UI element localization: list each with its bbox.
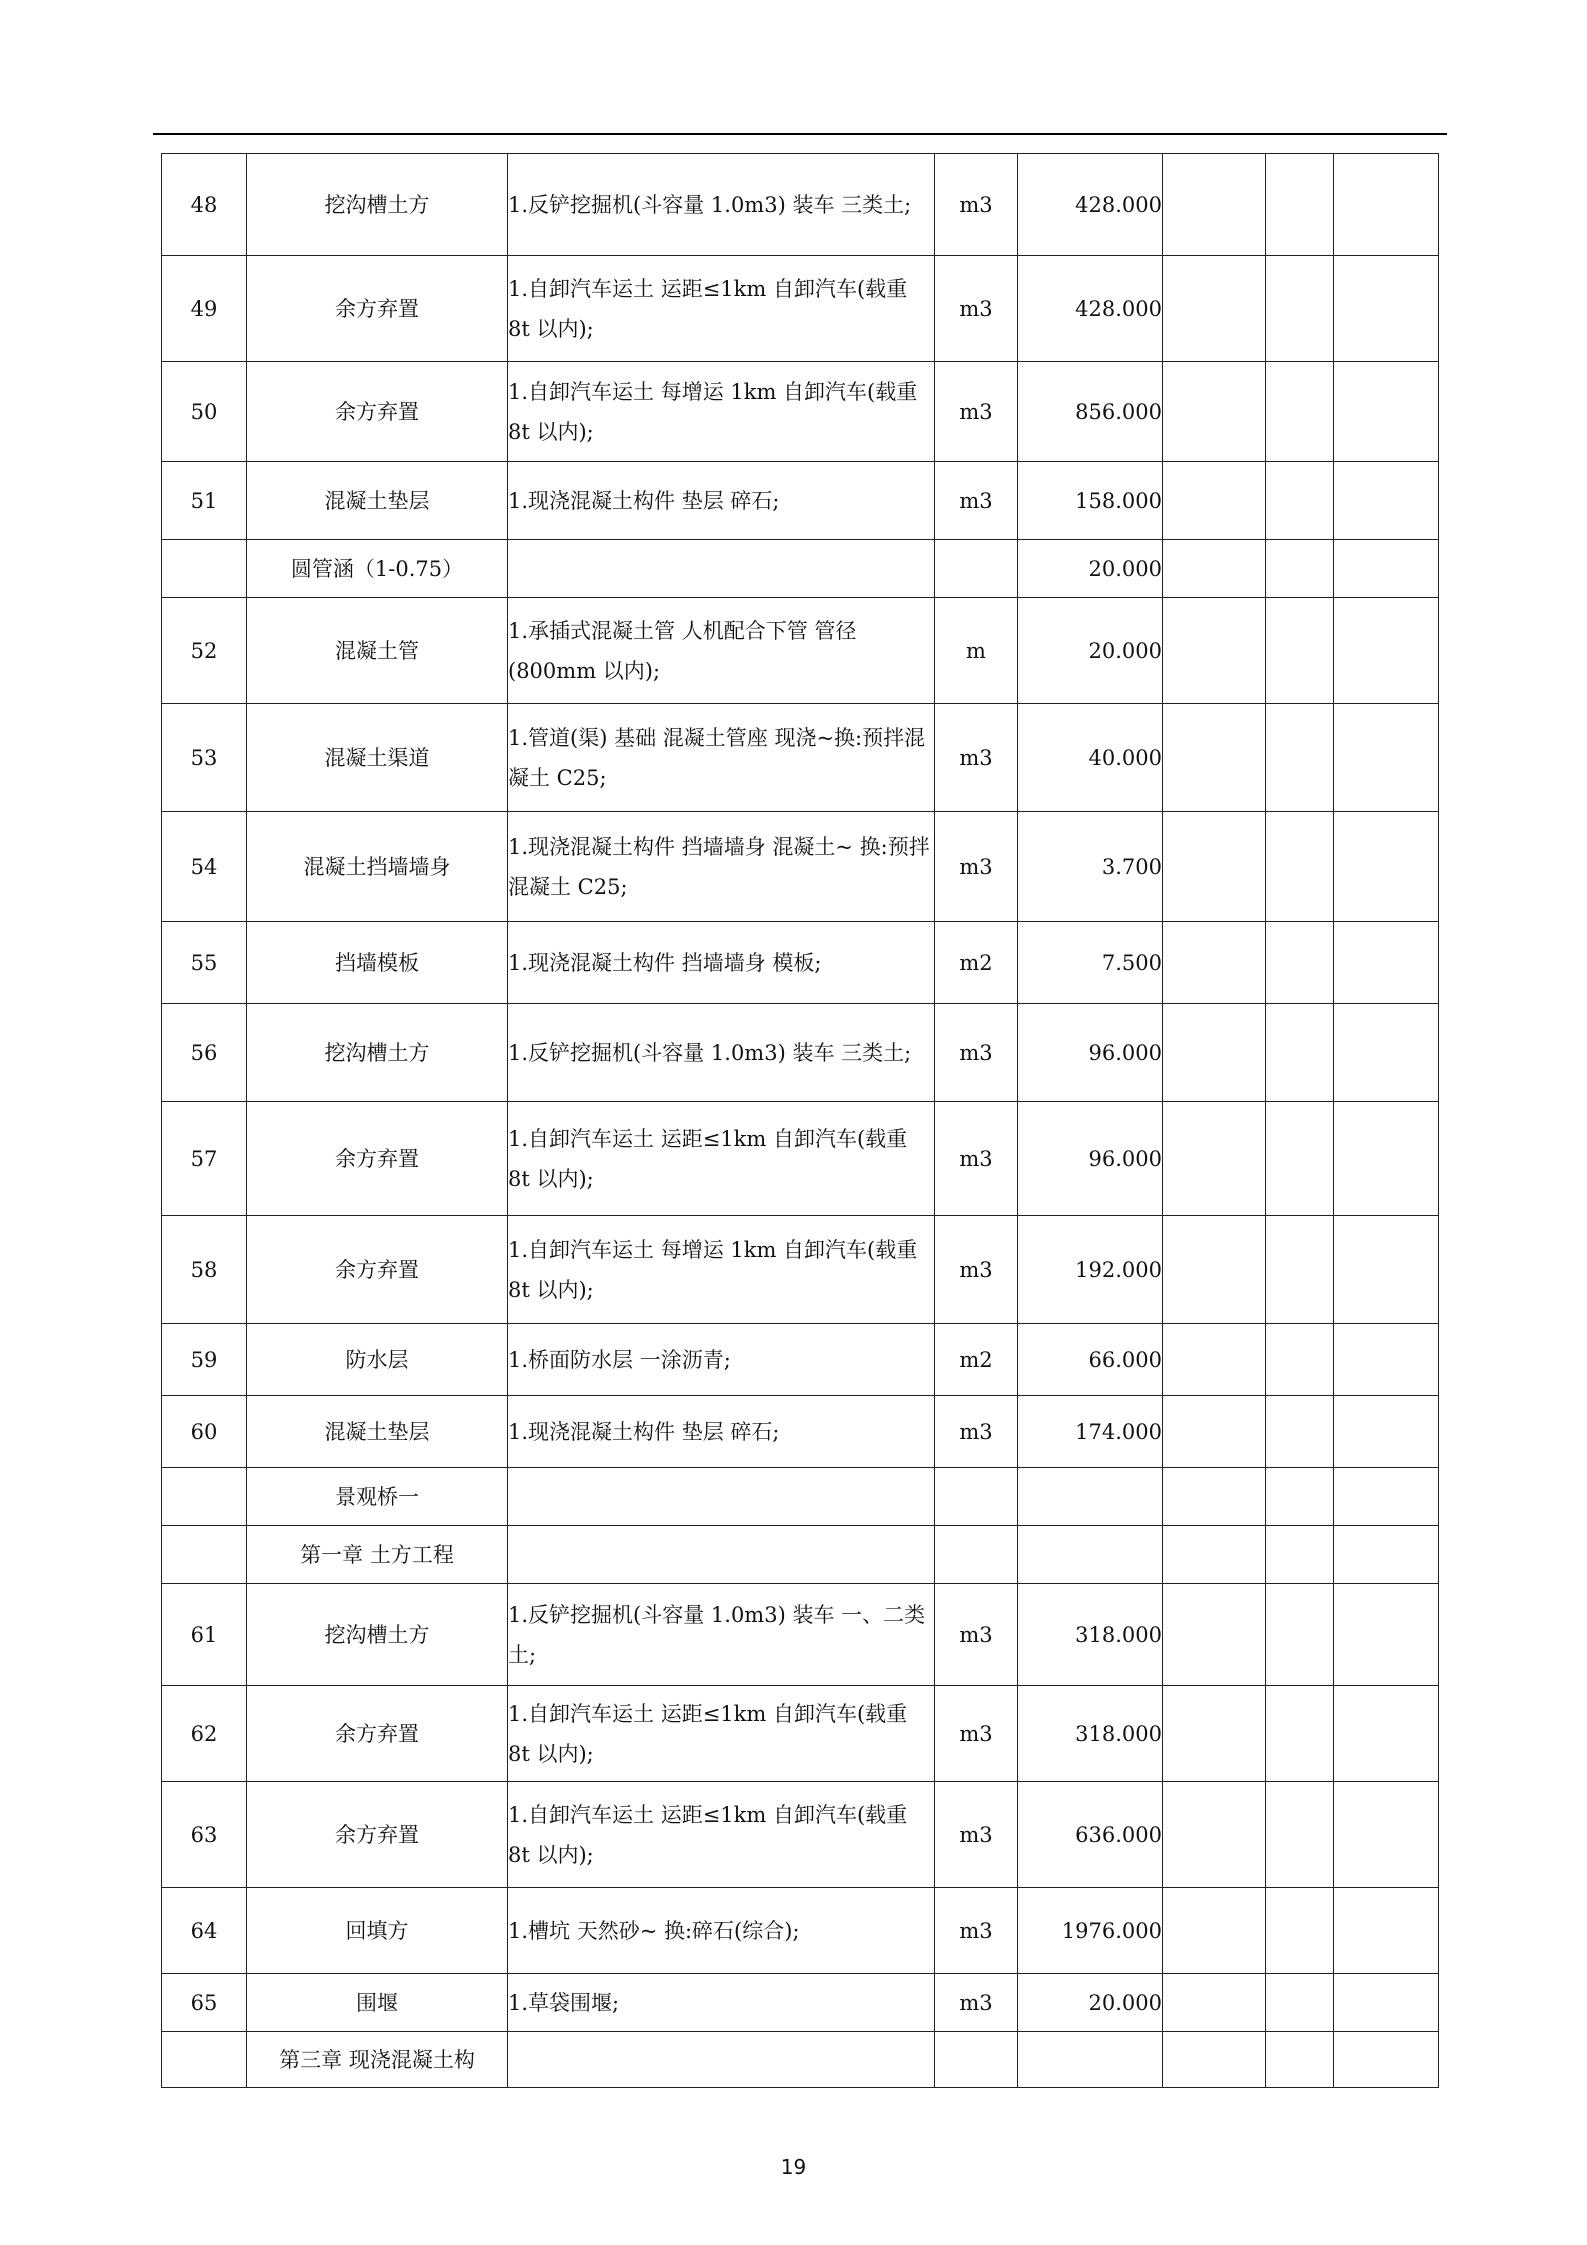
empty-cell [1163,1584,1266,1686]
item-name: 回填方 [247,1888,508,1974]
item-name: 余方弃置 [247,1782,508,1888]
empty-cell [1266,1468,1334,1526]
item-quantity: 192.000 [1018,1216,1163,1324]
table-row [162,704,1439,812]
empty-cell [1163,1396,1266,1468]
item-description: 1.现浇混凝土构件 垫层 碎石; [508,462,935,540]
item-name: 混凝土垫层 [247,1396,508,1468]
item-description: 1.反铲挖掘机(斗容量 1.0m3) 装车 三类土; [508,1004,935,1102]
row-number: 50 [162,362,247,462]
empty-cell [1163,1686,1266,1782]
item-unit: m3 [935,704,1018,812]
row-number [162,1526,247,1584]
item-description: 1.草袋围堰; [508,1974,935,2032]
item-name: 景观桥一 [247,1468,508,1526]
table-row [162,1974,1439,2032]
empty-cell [1334,1324,1439,1396]
empty-cell [1334,362,1439,462]
empty-cell [1334,462,1439,540]
item-description: 1.自卸汽车运土 运距≤1km 自卸汽车(载重 8t 以内); [508,1686,935,1782]
item-unit: m3 [935,1216,1018,1324]
item-name: 第三章 现浇混凝土构 [247,2032,508,2088]
row-number: 54 [162,812,247,922]
item-quantity [1018,2032,1163,2088]
item-unit: m3 [935,1396,1018,1468]
table-row [162,1468,1439,1526]
row-number: 64 [162,1888,247,1974]
row-number: 61 [162,1584,247,1686]
empty-cell [1163,540,1266,598]
empty-cell [1266,1974,1334,2032]
empty-cell [1334,2032,1439,2088]
empty-cell [1266,2032,1334,2088]
row-number [162,2032,247,2088]
item-name: 第一章 土方工程 [247,1526,508,1584]
item-description: 1.自卸汽车运土 运距≤1km 自卸汽车(载重 8t 以内); [508,1102,935,1216]
item-unit [935,2032,1018,2088]
empty-cell [1266,1782,1334,1888]
table-row [162,1324,1439,1396]
item-description: 1.自卸汽车运土 运距≤1km 自卸汽车(载重 8t 以内); [508,1782,935,1888]
row-number: 59 [162,1324,247,1396]
empty-cell [1266,1584,1334,1686]
row-number: 52 [162,598,247,704]
item-unit: m3 [935,462,1018,540]
row-number: 48 [162,154,247,256]
page-number: 19 [780,2155,807,2179]
item-description: 1.槽坑 天然砂~ 换:碎石(综合); [508,1888,935,1974]
item-name: 混凝土管 [247,598,508,704]
table-row [162,922,1439,1004]
empty-cell [1266,812,1334,922]
item-name: 挡墙模板 [247,922,508,1004]
empty-cell [1334,1396,1439,1468]
row-number: 55 [162,922,247,1004]
item-description: 1.自卸汽车运土 每增运 1km 自卸汽车(载重 8t 以内); [508,362,935,462]
row-number: 49 [162,256,247,362]
table-row [162,1686,1439,1782]
empty-cell [1163,598,1266,704]
item-description [508,1468,935,1526]
row-number [162,1468,247,1526]
table-row [162,1782,1439,1888]
item-description: 1.现浇混凝土构件 挡墙墙身 混凝土~ 换:预拌混凝土 C25; [508,812,935,922]
row-number: 65 [162,1974,247,2032]
item-name: 防水层 [247,1324,508,1396]
item-unit: m3 [935,1584,1018,1686]
empty-cell [1163,154,1266,256]
item-quantity: 20.000 [1018,598,1163,704]
empty-cell [1163,462,1266,540]
row-number: 58 [162,1216,247,1324]
item-quantity [1018,1526,1163,1584]
empty-cell [1334,1216,1439,1324]
item-quantity: 3.700 [1018,812,1163,922]
table-row [162,1396,1439,1468]
item-name: 挖沟槽土方 [247,1004,508,1102]
empty-cell [1334,922,1439,1004]
item-unit: m2 [935,922,1018,1004]
item-description: 1.桥面防水层 一涂沥青; [508,1324,935,1396]
item-unit: m3 [935,1974,1018,2032]
empty-cell [1163,922,1266,1004]
empty-cell [1266,922,1334,1004]
empty-cell [1266,362,1334,462]
empty-cell [1334,1584,1439,1686]
item-name: 混凝土垫层 [247,462,508,540]
item-description: 1.管道(渠) 基础 混凝土管座 现浇~换:预拌混凝土 C25; [508,704,935,812]
item-name: 挖沟槽土方 [247,1584,508,1686]
empty-cell [1163,1216,1266,1324]
item-quantity: 428.000 [1018,154,1163,256]
empty-cell [1266,1216,1334,1324]
item-description: 1.自卸汽车运土 运距≤1km 自卸汽车(载重 8t 以内); [508,256,935,362]
header-rule [153,133,1447,135]
empty-cell [1266,462,1334,540]
empty-cell [1266,704,1334,812]
row-number [162,540,247,598]
item-name: 混凝土挡墙墙身 [247,812,508,922]
empty-cell [1163,1782,1266,1888]
item-name: 挖沟槽土方 [247,154,508,256]
empty-cell [1334,1782,1439,1888]
item-name: 余方弃置 [247,256,508,362]
empty-cell [1163,2032,1266,2088]
item-unit: m [935,598,1018,704]
empty-cell [1334,256,1439,362]
item-unit: m3 [935,154,1018,256]
empty-cell [1163,812,1266,922]
empty-cell [1334,1004,1439,1102]
item-unit: m3 [935,1004,1018,1102]
empty-cell [1266,256,1334,362]
item-quantity: 20.000 [1018,1974,1163,2032]
empty-cell [1266,154,1334,256]
item-name: 余方弃置 [247,1216,508,1324]
row-number: 62 [162,1686,247,1782]
empty-cell [1266,598,1334,704]
table-row [162,154,1439,256]
empty-cell [1163,256,1266,362]
item-name: 围堰 [247,1974,508,2032]
item-name: 圆管涵（1-0.75） [247,540,508,598]
table-row [162,1584,1439,1686]
row-number: 57 [162,1102,247,1216]
item-unit: m3 [935,362,1018,462]
empty-cell [1163,1004,1266,1102]
empty-cell [1266,1686,1334,1782]
empty-cell [1334,704,1439,812]
item-quantity: 158.000 [1018,462,1163,540]
empty-cell [1266,1526,1334,1584]
empty-cell [1266,540,1334,598]
empty-cell [1163,1888,1266,1974]
item-name: 余方弃置 [247,1686,508,1782]
item-quantity: 428.000 [1018,256,1163,362]
item-description: 1.现浇混凝土构件 垫层 碎石; [508,1396,935,1468]
empty-cell [1334,154,1439,256]
item-quantity: 318.000 [1018,1584,1163,1686]
item-quantity: 7.500 [1018,922,1163,1004]
item-unit [935,1468,1018,1526]
item-quantity: 96.000 [1018,1102,1163,1216]
item-unit: m2 [935,1324,1018,1396]
table-row [162,1004,1439,1102]
row-number: 63 [162,1782,247,1888]
row-number: 56 [162,1004,247,1102]
table-row [162,2032,1439,2088]
item-quantity: 856.000 [1018,362,1163,462]
item-description: 1.反铲挖掘机(斗容量 1.0m3) 装车 一、二类土; [508,1584,935,1686]
empty-cell [1334,812,1439,922]
item-description: 1.现浇混凝土构件 挡墙墙身 模板; [508,922,935,1004]
empty-cell [1334,540,1439,598]
bill-of-quantities-table [161,153,1439,2088]
empty-cell [1163,1468,1266,1526]
item-quantity: 66.000 [1018,1324,1163,1396]
empty-cell [1334,1974,1439,2032]
row-number: 60 [162,1396,247,1468]
item-quantity: 1976.000 [1018,1888,1163,1974]
table-row [162,362,1439,462]
empty-cell [1163,1324,1266,1396]
empty-cell [1163,1526,1266,1584]
empty-cell [1163,362,1266,462]
empty-cell [1266,1102,1334,1216]
table-row [162,598,1439,704]
item-description [508,540,935,598]
row-number: 51 [162,462,247,540]
empty-cell [1334,1468,1439,1526]
table-row [162,540,1439,598]
item-description: 1.承插式混凝土管 人机配合下管 管径(800mm 以内); [508,598,935,704]
item-unit [935,540,1018,598]
item-unit: m3 [935,256,1018,362]
empty-cell [1266,1324,1334,1396]
item-description [508,1526,935,1584]
item-unit [935,1526,1018,1584]
item-name: 余方弃置 [247,1102,508,1216]
empty-cell [1334,1102,1439,1216]
item-quantity: 96.000 [1018,1004,1163,1102]
item-quantity: 20.000 [1018,540,1163,598]
table-row [162,1102,1439,1216]
item-quantity [1018,1468,1163,1526]
table-row [162,1526,1439,1584]
item-description [508,2032,935,2088]
table-row [162,462,1439,540]
item-unit: m3 [935,1102,1018,1216]
item-quantity: 318.000 [1018,1686,1163,1782]
table-row [162,1888,1439,1974]
empty-cell [1163,704,1266,812]
item-quantity: 40.000 [1018,704,1163,812]
item-name: 余方弃置 [247,362,508,462]
table-row [162,1216,1439,1324]
item-name: 混凝土渠道 [247,704,508,812]
item-unit: m3 [935,1782,1018,1888]
item-unit: m3 [935,812,1018,922]
item-quantity: 636.000 [1018,1782,1163,1888]
item-unit: m3 [935,1888,1018,1974]
empty-cell [1334,1526,1439,1584]
empty-cell [1266,1004,1334,1102]
item-unit: m3 [935,1686,1018,1782]
item-description: 1.自卸汽车运土 每增运 1km 自卸汽车(载重 8t 以内); [508,1216,935,1324]
empty-cell [1266,1396,1334,1468]
empty-cell [1334,1686,1439,1782]
empty-cell [1334,598,1439,704]
item-quantity: 174.000 [1018,1396,1163,1468]
table-body [162,154,1439,2088]
empty-cell [1334,1888,1439,1974]
row-number: 53 [162,704,247,812]
table-row [162,812,1439,922]
table-row [162,256,1439,362]
empty-cell [1163,1102,1266,1216]
empty-cell [1163,1974,1266,2032]
item-description: 1.反铲挖掘机(斗容量 1.0m3) 装车 三类土; [508,154,935,256]
empty-cell [1266,1888,1334,1974]
